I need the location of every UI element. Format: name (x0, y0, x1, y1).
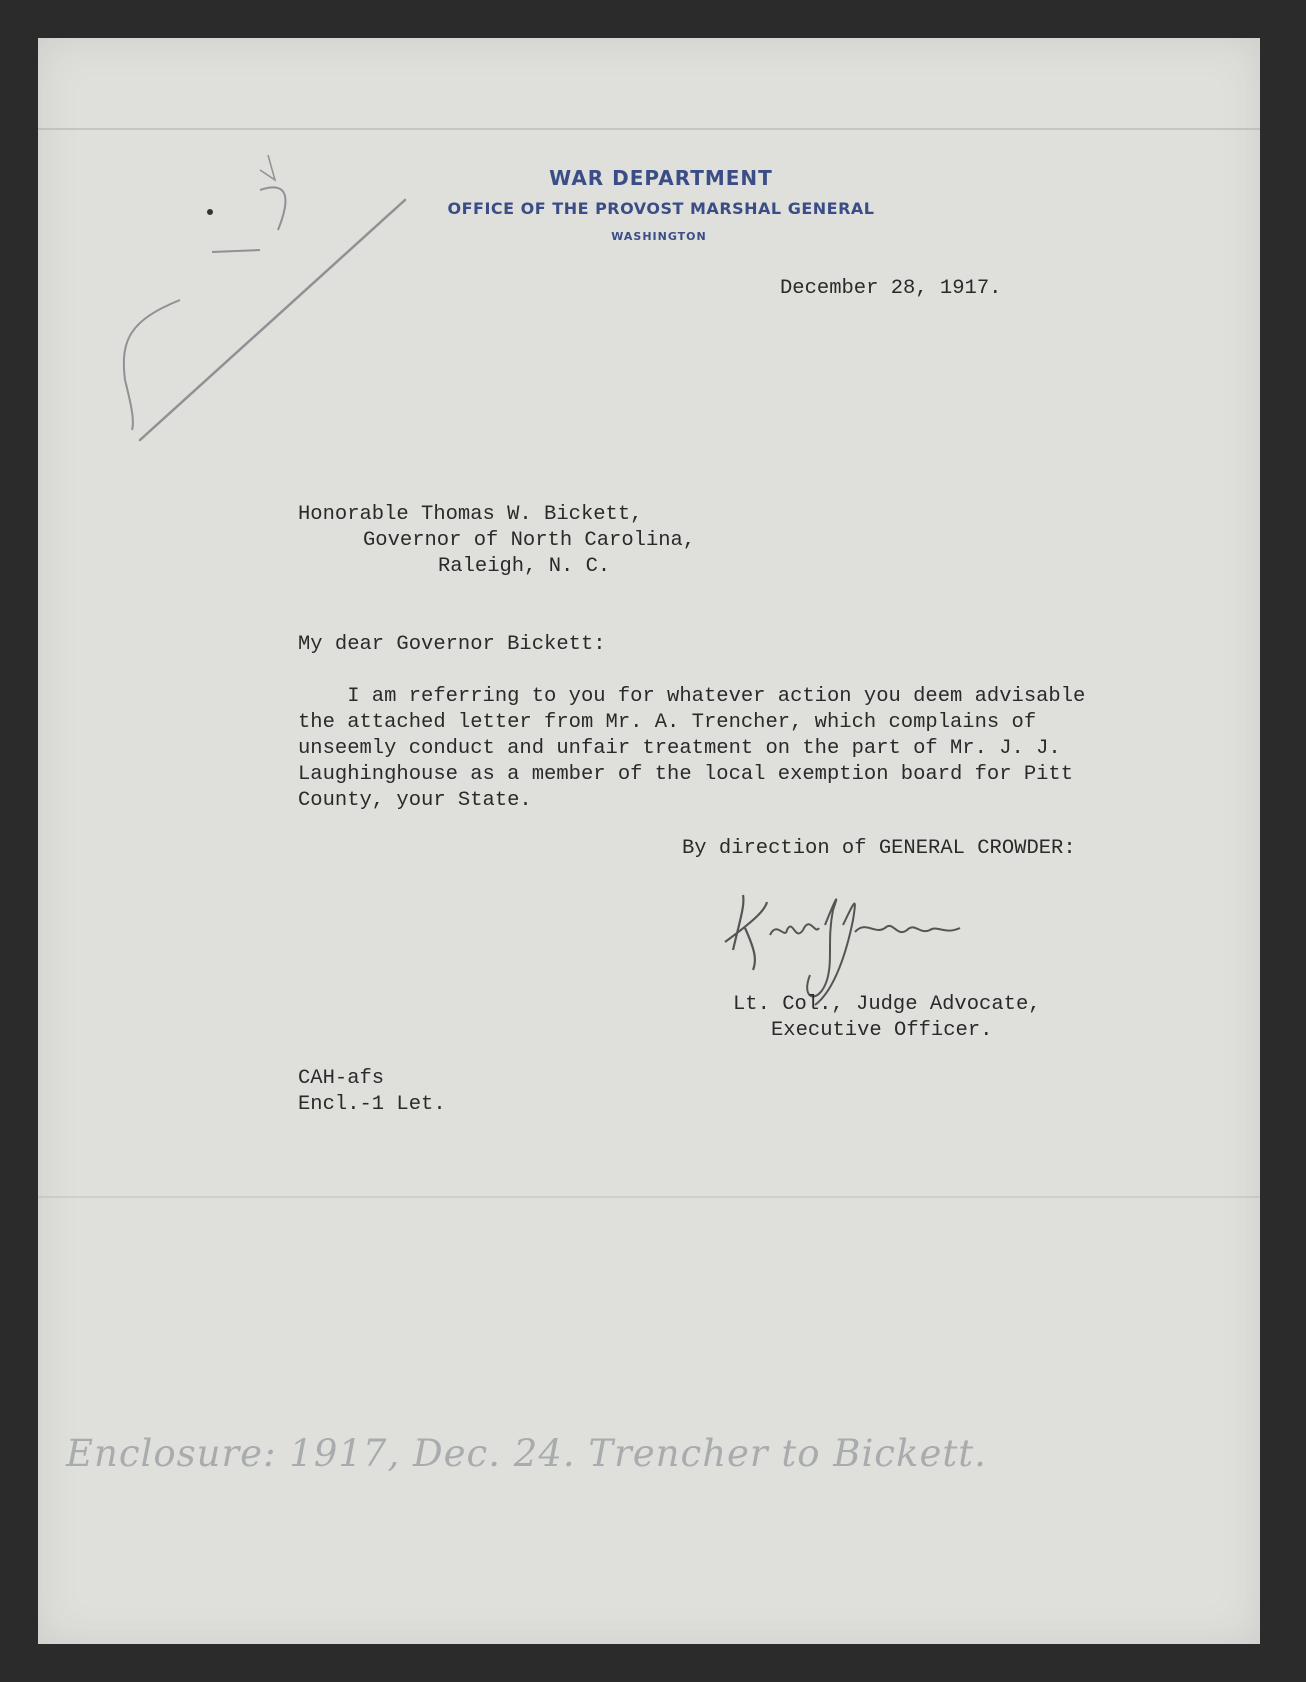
letterhead-city: WASHINGTON (611, 230, 707, 243)
signer-title-line-2: Executive Officer. (771, 1019, 993, 1042)
reference-initials: CAH-afs (298, 1067, 385, 1090)
letter-date: December 28, 1917. (780, 277, 1002, 300)
signer-title-line-1: Lt. Col., Judge Advocate, (733, 993, 1041, 1016)
handwritten-signature (715, 880, 1005, 1010)
fold-line (38, 128, 1260, 130)
recipient-line-2: Governor of North Carolina, (363, 529, 696, 552)
enclosure-note: Encl.-1 Let. (298, 1093, 446, 1116)
salutation: My dear Governor Bickett: (298, 633, 606, 656)
letterhead-office: OFFICE OF THE PROVOST MARSHAL GENERAL (447, 199, 875, 218)
fold-line-lower (38, 1196, 1260, 1198)
recipient-line-3: Raleigh, N. C. (438, 555, 611, 578)
closing-line: By direction of GENERAL CROWDER: (682, 837, 1076, 860)
recipient-line-1: Honorable Thomas W. Bickett, (298, 503, 643, 526)
letter-body: I am referring to you for whatever action you deem advisable the attached letter from Mr. A. Trencher, which complains of unseemly conduct and unfair treatment on the part of Mr. J. J. Laughinghouse as a member of the local exemption board for Pitt County, your State. (298, 685, 1086, 812)
letterhead-department: WAR DEPARTMENT (549, 166, 773, 190)
pencil-enclosure-annotation: Enclosure: 1917, Dec. 24. Trencher to Bickett. (66, 1432, 987, 1475)
